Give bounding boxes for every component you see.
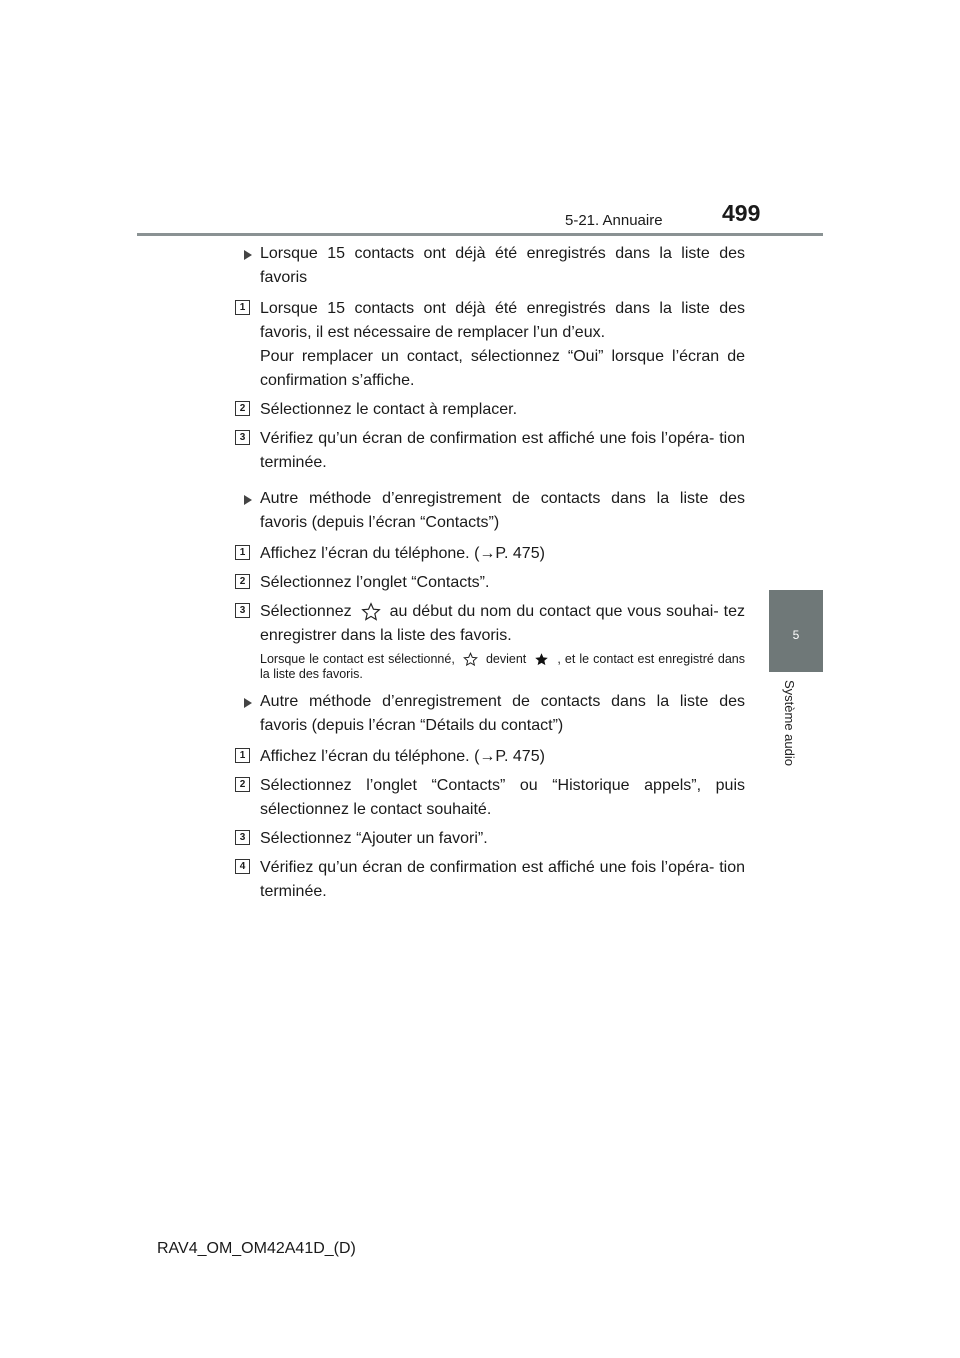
- step-item: 1 Affichez l’écran du téléphone. (→P. 475): [235, 745, 745, 769]
- arrow-bullet-icon: [244, 698, 252, 708]
- star-outline-icon: [361, 602, 381, 622]
- step-number: 3: [235, 430, 250, 445]
- step-number: 1: [235, 748, 250, 763]
- note-text: Lorsque le contact est sélectionné, devient , et le contact est enregistré dans la liste des favoris.: [260, 652, 745, 682]
- step-number: 4: [235, 859, 250, 874]
- step-item: 3 Sélectionnez au début du nom du contact que vous souhai- tez enregistrer dans la liste des favoris.: [235, 600, 745, 648]
- chapter-tab-label: Système audio: [782, 680, 797, 766]
- star-outline-icon: [463, 652, 478, 667]
- step-item: 3 Vérifiez qu’un écran de confirmation est affiché une fois l’opéra- tion terminée.: [235, 427, 745, 475]
- arrow-bullet-icon: [244, 495, 252, 505]
- section-heading: Autre méthode d’enregistrement de contacts dans la liste des favoris (depuis l’écran “Contacts”): [235, 487, 745, 535]
- page-number: 499: [722, 200, 761, 226]
- step-item: 2 Sélectionnez l’onglet “Contacts” ou “Historique appels”, puis sélectionnez le contact souhaité.: [235, 774, 745, 822]
- step-number: 1: [235, 545, 250, 560]
- step-item: 2 Sélectionnez l’onglet “Contacts”.: [235, 571, 745, 595]
- header-rule: [137, 233, 823, 236]
- step-number: 2: [235, 401, 250, 416]
- step-number: 3: [235, 603, 250, 618]
- step-item: 2 Sélectionnez le contact à remplacer.: [235, 398, 745, 422]
- arrow-bullet-icon: [244, 250, 252, 260]
- document-code: RAV4_OM_OM42A41D_(D): [157, 1240, 356, 1257]
- section-heading: Lorsque 15 contacts ont déjà été enregistrés dans la liste des favoris: [235, 242, 745, 290]
- step-number: 2: [235, 777, 250, 792]
- chapter-tab-number: 5: [792, 628, 800, 642]
- step-item: 4 Vérifiez qu’un écran de confirmation est affiché une fois l’opéra- tion terminée.: [235, 856, 745, 904]
- step-number: 2: [235, 574, 250, 589]
- star-filled-icon: [534, 652, 549, 667]
- step-number: 3: [235, 830, 250, 845]
- step-item: 3 Sélectionnez “Ajouter un favori”.: [235, 827, 745, 851]
- step-number: 1: [235, 300, 250, 315]
- step-item: 1 Affichez l’écran du téléphone. (→P. 475): [235, 542, 745, 566]
- page-content: [235, 242, 745, 909]
- step-item: 1 Lorsque 15 contacts ont déjà été enregistrés dans la liste des favoris, il est nécessaire de remplacer l’un d’eux. Pour remplacer un contact, sélectionnez “Oui” lorsque l’écran de confirmation s’affiche.: [235, 297, 745, 393]
- section-heading: Autre méthode d’enregistrement de contacts dans la liste des favoris (depuis l’écran “Détails du contact”): [235, 690, 745, 738]
- header-section-title: 5-21. Annuaire: [565, 212, 663, 229]
